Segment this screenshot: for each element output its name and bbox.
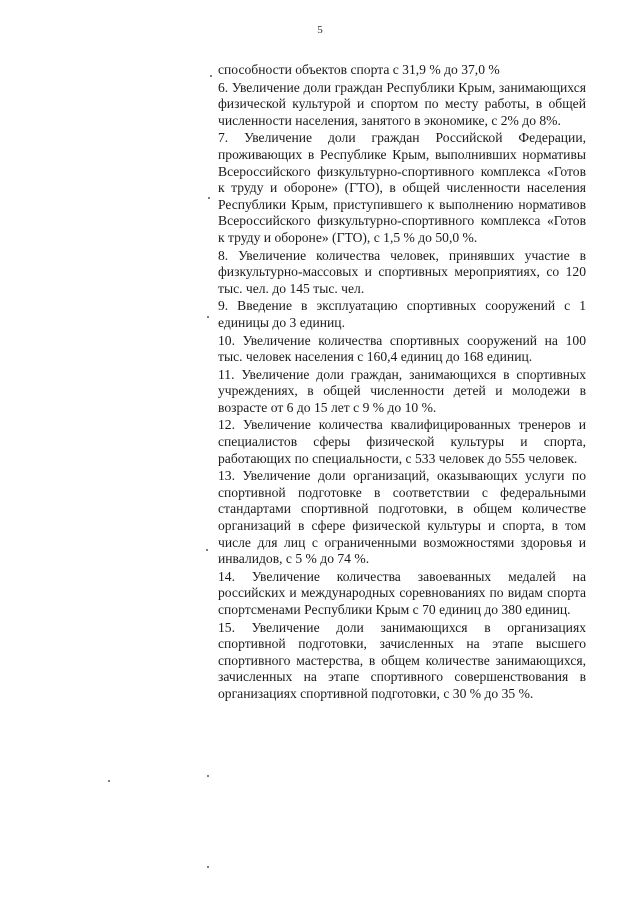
scan-speck — [206, 549, 208, 551]
paragraph-13: 13. Увеличение доли организаций, оказывающих услуги по спортивной подготовке в соответствии с федеральными стандартами спортивной подготовки, в общем количестве организаций в сфере физической культуры и спорта, в том числе для лиц с ограниченными возможностями здоровья и инвалидов, с 5 % до 74 %. — [218, 468, 586, 567]
paragraph-9: 9. Введение в эксплуатацию спортивных сооружений с 1 единицы до 3 единиц. — [218, 298, 586, 330]
scan-speck — [207, 775, 209, 777]
paragraph-6: 6. Увеличение доли граждан Республики Крым, занимающихся физической культурой и спортом по месту работы, в общей численности населения, занятого в экономике, с 2% до 8%. — [218, 79, 586, 128]
scan-speck — [210, 75, 212, 77]
scan-speck — [208, 197, 210, 199]
paragraph-15: 15. Увеличение доли занимающихся в организациях спортивной подготовки, зачисленных на этапе высшего спортивного мастерства, в общем количестве занимающихся, зачисленных на этапе спортивного совершенствования в организациях спортивной подготовки, с 30 % до 35 %. — [218, 619, 586, 701]
paragraph-8: 8. Увеличение количества человек, принявших участие в физкультурно-массовых и спортивных мероприятиях, со 120 тыс. чел. до 145 тыс. чел. — [218, 247, 586, 296]
paragraph-7: 7. Увеличение доли граждан Российской Федерации, проживающих в Республике Крым, выполнивших нормативы Всероссийского физкультурно-спортивного комплекса «Готов к труду и обороне» (ГТО), в общей численности населения Республики Крым, приступившего к выполнению нормативов Всероссийского физкультурно-спортивного комплекса «Готов к труду и обороне» (ГТО), с 1,5 % до 50,0 %. — [218, 130, 586, 245]
paragraph-11: 11. Увеличение доли граждан, занимающихся в спортивных учреждениях, в общей численности детей и молодежи в возрасте от 6 до 15 лет с 9 % до 10 %. — [218, 366, 586, 415]
scan-speck — [108, 780, 110, 782]
paragraph-0: способности объектов спорта с 31,9 % до 37,0 % — [218, 62, 500, 77]
page-number: 5 — [317, 24, 323, 36]
paragraph-12: 12. Увеличение количества квалифицированных тренеров и специалистов сферы физической культуры и спорта, работающих по специальности, с 533 человек до 555 человек. — [218, 417, 586, 466]
scan-speck — [207, 316, 209, 318]
document-body — [218, 62, 586, 703]
scan-speck — [207, 866, 209, 868]
paragraph-14: 14. Увеличение количества завоеванных медалей на российских и международных соревнованиях по видам спорта спортсменами Республики Крым с 70 единиц до 380 единиц. — [218, 568, 586, 617]
paragraph-10: 10. Увеличение количества спортивных сооружений на 100 тыс. человек населения с 160,4 единиц до 168 единиц. — [218, 332, 586, 365]
